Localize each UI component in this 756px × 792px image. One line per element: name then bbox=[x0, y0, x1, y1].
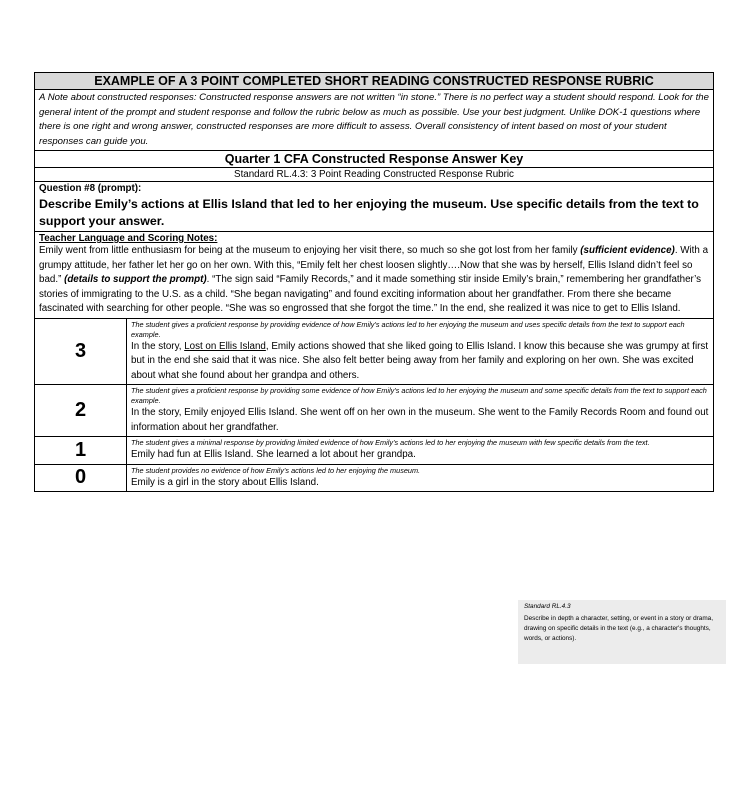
teacher-notes-heading: Teacher Language and Scoring Notes: bbox=[39, 233, 218, 244]
score-detail-0 bbox=[127, 464, 714, 492]
standard-line: Standard RL.4.3: 3 Point Reading Constructed Response Rubric bbox=[35, 168, 714, 182]
teacher-notes-cell bbox=[35, 232, 714, 319]
score-example: Emily is a girl in the story about Ellis Island. bbox=[131, 476, 319, 488]
score-detail-3 bbox=[127, 318, 714, 385]
score-row-3 bbox=[35, 318, 714, 385]
question-label: Question #8 (prompt): bbox=[39, 183, 142, 194]
standard-row bbox=[35, 168, 714, 182]
quarter-row bbox=[35, 151, 714, 168]
teacher-notes-body bbox=[39, 244, 709, 317]
standard-callout-text: Describe in depth a character, setting, or event in a story or drama, drawing on specific details in the text (e.g., a character's thoughts, words, or actions). bbox=[524, 615, 713, 642]
example-intro: In the story, bbox=[131, 340, 185, 352]
teacher-notes-part1: Emily went from little enthusiasm for being at the museum to enjoying her visit there, so much so she got lost from her family bbox=[39, 245, 581, 256]
teacher-notes-row bbox=[35, 232, 714, 319]
standard-callout bbox=[518, 600, 726, 664]
example-rest: , Emily actions showed that she liked going to Ellis Island. I know this because she was grumpy at first but in the end she said that it was nice. She also felt better being away from her family and exploring on her own. She was excited about what she found about her grandpa and others. bbox=[131, 340, 709, 381]
note-row bbox=[35, 90, 714, 151]
score-example: In the story, Emily enjoyed Ellis Island. She went off on her own in the museum. She went to the Family Records Room and found out information about her grandfather. bbox=[131, 407, 709, 433]
score-value: 2 bbox=[35, 385, 127, 437]
score-example: Emily had fun at Ellis Island. She learned a lot about her grandpa. bbox=[131, 449, 416, 460]
question-row bbox=[35, 182, 714, 232]
score-row-0 bbox=[35, 464, 714, 492]
score-value: 0 bbox=[35, 464, 127, 492]
details-note: (details to support the prompt) bbox=[64, 274, 207, 285]
score-description: The student provides no evidence of how Emily’s actions led to her enjoying the museum. bbox=[131, 465, 421, 475]
score-detail-1 bbox=[127, 437, 714, 465]
score-detail-2 bbox=[127, 385, 714, 437]
score-row-2 bbox=[35, 385, 714, 437]
answer-key-title: Quarter 1 CFA Constructed Response Answer Key bbox=[35, 151, 714, 168]
rubric-table bbox=[34, 72, 714, 492]
standard-callout-title: Standard RL.4.3 bbox=[524, 603, 571, 610]
rubric-title: EXAMPLE OF A 3 POINT COMPLETED SHORT READING CONSTRUCTED RESPONSE RUBRIC bbox=[35, 73, 714, 90]
score-description: The student gives a proficient response by providing evidence of how Emily’s actions led to her enjoying the museum and uses specific details from the text to support each example. bbox=[131, 319, 685, 339]
score-description: The student gives a proficient response by providing some evidence of how Emily’s actions led to her enjoying the museum and some specific details from the text to support each example. bbox=[131, 386, 707, 405]
score-value: 3 bbox=[35, 318, 127, 385]
score-value: 1 bbox=[35, 437, 127, 465]
question-cell bbox=[35, 182, 714, 232]
teacher-notes-part3: . “The sign said “Family Records,” and it made something stir inside Emily’s brain,” remembering her grandfather’s stories of immigrating to the U.S. as a child. “She began navigating” and found exciting information about her grandfather. From there she became fascinated with searching for other people. “She was so engrossed that she forgot the time.” In the end, she realized it was nice to get to Ellis Island. bbox=[39, 274, 702, 314]
constructed-response-note: A Note about constructed responses: Constructed response answers are not written “in stone.” There is no perfect way a student should respond. Look for the general intent of the prompt and student response and follow the rubric below as much as possible. Use your best judgment. Unlike DOK-1 questions where there is one right and wrong answer, constructed responses are more difficult to assess. Overall consistency of intent based on most of your student responses can guide you. bbox=[35, 90, 714, 151]
sufficient-evidence-note: (sufficient evidence) bbox=[580, 245, 675, 256]
score-description: The student gives a minimal response by providing limited evidence of how Emily’s actions led to her enjoying the museum with few specific details from the text. bbox=[131, 438, 650, 447]
score-example bbox=[131, 340, 709, 384]
score-row-1 bbox=[35, 437, 714, 465]
teacher-notes-part2: . With a grumpy attitude, her father let her go on her own. With this, “Emily felt her chest loosen slightly….Now that she was by herself, Ellis Island didn’t feel so bad.” bbox=[39, 245, 709, 285]
title-row bbox=[35, 73, 714, 90]
question-text: Describe Emily’s actions at Ellis Island that led to her enjoying the museum. Use specific details from the text to support your answer. bbox=[39, 197, 699, 228]
story-title: Lost on Ellis Island bbox=[184, 340, 266, 352]
